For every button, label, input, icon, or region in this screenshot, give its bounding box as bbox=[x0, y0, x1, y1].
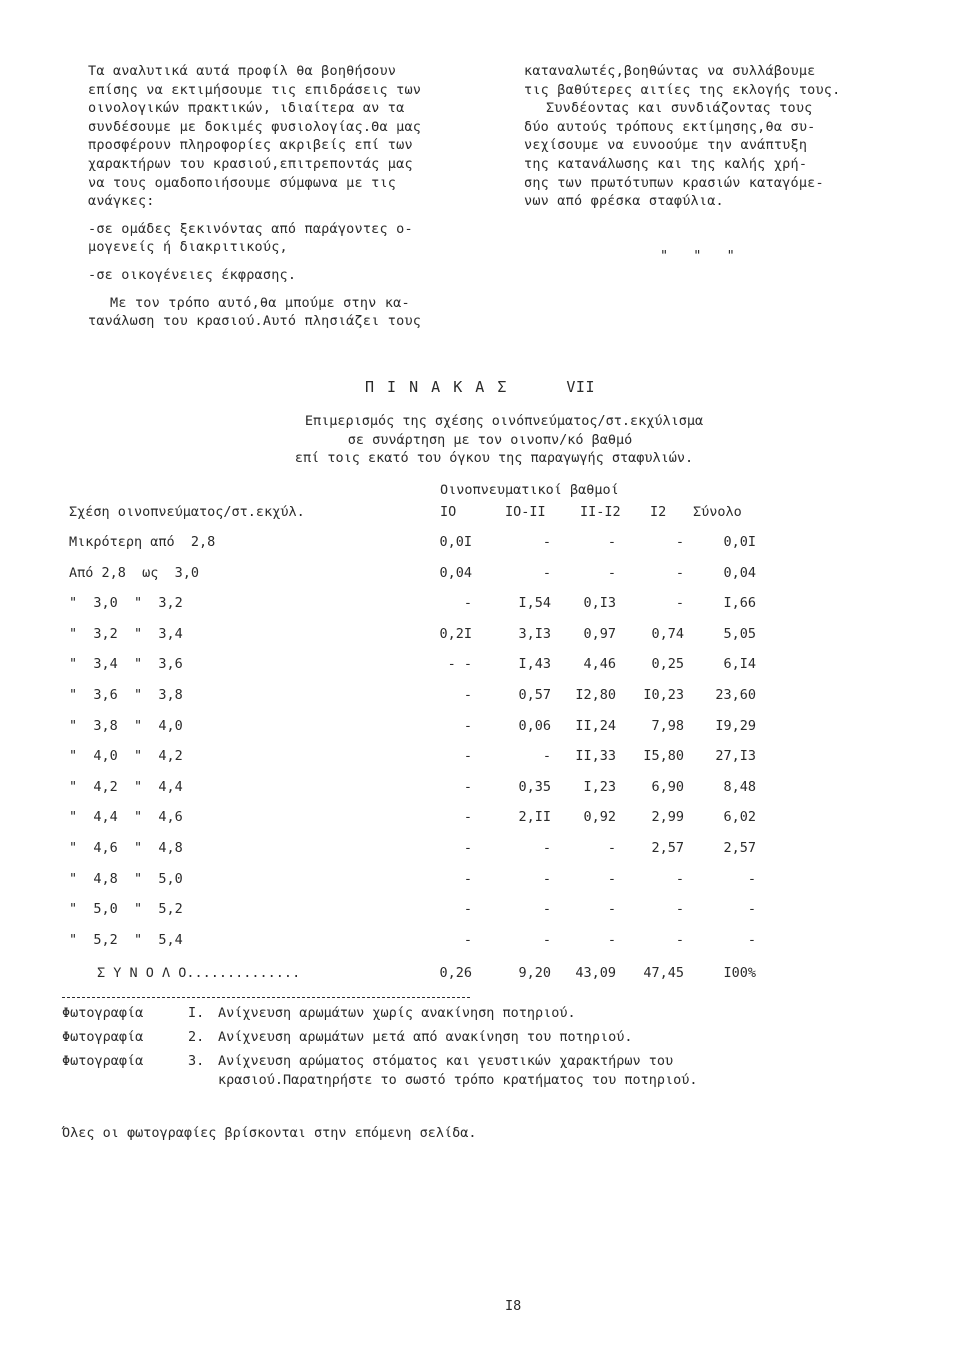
text-line: ανάγκες: bbox=[88, 193, 155, 210]
text-line: -σε οικογένειες έκφρασης. bbox=[88, 266, 297, 283]
table-cell: 0,I3 bbox=[583, 595, 616, 612]
row-label: " 5,0 " 5,2 bbox=[69, 901, 183, 918]
text-line: της κατανάλωσης και της καλής χρή- bbox=[524, 155, 808, 172]
table-cell: I,43 bbox=[518, 656, 551, 673]
table-cell: II,24 bbox=[575, 717, 616, 734]
table-cell: 2,57 bbox=[651, 840, 684, 856]
table-cell: 0,74 bbox=[651, 625, 684, 642]
photo-description: Ανίχνευση αρώματος στόματος και γευστικών χαρακτήρων του bbox=[218, 1053, 674, 1069]
row-label: " 4,8 " 5,0 bbox=[69, 870, 183, 887]
table-cell: - bbox=[747, 870, 756, 887]
text-line: προσφέρουν πληροφορίες ακριβείς επί των bbox=[88, 137, 413, 154]
text-line: -σε ομάδες ξεκινόντας από παράγοντες ο- bbox=[88, 220, 413, 237]
table-cell: - bbox=[675, 870, 684, 887]
row-label: " 3,2 " 3,4 bbox=[69, 625, 183, 642]
table-cell: 47,45 bbox=[643, 965, 684, 981]
table-cell: 0,04 bbox=[723, 564, 756, 581]
table-cell: 27,I3 bbox=[715, 748, 756, 765]
table-cell: - bbox=[747, 901, 756, 918]
row-label: " 4,2 " 4,4 bbox=[69, 778, 183, 795]
table-cell: - bbox=[542, 931, 551, 948]
table-cell: - bbox=[607, 931, 616, 948]
table-number: VII bbox=[566, 378, 595, 396]
text-line: μογενείς ή διακριτικούς, bbox=[88, 239, 288, 256]
table-cell: 0,26 bbox=[439, 965, 472, 981]
caption-line: επί τοις εκατό του όγκου της παραγωγής σταφυλιών. bbox=[294, 450, 694, 467]
column-header-2: IO-II bbox=[505, 504, 546, 520]
photo-number: I. bbox=[188, 1005, 205, 1021]
table-cell: 23,60 bbox=[715, 687, 756, 703]
photo-label: Φωτογραφία bbox=[62, 1005, 144, 1021]
table-cell: 2,57 bbox=[723, 840, 756, 856]
table-cell: - bbox=[607, 840, 616, 856]
row-label: " 4,4 " 4,6 bbox=[69, 809, 183, 826]
table-cell: 3,I3 bbox=[518, 625, 551, 642]
text-line: Τα αναλυτικά αυτά προφίλ θα βοηθήσουν bbox=[88, 63, 397, 79]
table-caption bbox=[0, 412, 960, 468]
table-cell: - bbox=[607, 534, 616, 550]
table-cell: I,54 bbox=[518, 595, 551, 612]
total-label: Σ Υ Ν Ο Λ Ο.............. bbox=[97, 965, 301, 981]
table-cell: I0,23 bbox=[643, 687, 684, 703]
text-line: επίσης να εκτιμήσουμε τις επιδράσεις των bbox=[88, 81, 422, 98]
photo-label: Φωτογραφία bbox=[62, 1029, 144, 1045]
table-cell: - bbox=[675, 595, 684, 612]
text-line: Συνδέοντας και συνδιάζοντας τους bbox=[546, 100, 813, 117]
photo-number: 3. bbox=[188, 1053, 205, 1069]
photo-description: Ανίχνευση αρωμάτων μετά από ανακίνηση του ποτηριού. bbox=[218, 1029, 633, 1045]
table-cell: I9,29 bbox=[715, 717, 756, 734]
table-cell: - - bbox=[447, 656, 472, 673]
table-cell: 2,II bbox=[518, 809, 551, 826]
table-cell: - bbox=[463, 778, 472, 795]
table-cell: - bbox=[463, 595, 472, 612]
text-line: δύο αυτούς τρόπους εκτίμησης,θα συ- bbox=[524, 118, 816, 135]
table-cell: 7,98 bbox=[651, 717, 684, 734]
table-cell: 0,04 bbox=[439, 564, 472, 581]
column-group-header: Οινοπνευματικοί βαθμοί bbox=[440, 482, 619, 498]
table-cell: - bbox=[542, 870, 551, 887]
column-header-4: I2 bbox=[650, 504, 667, 520]
table-cell: 4,46 bbox=[583, 656, 616, 673]
table-cell: 9,20 bbox=[518, 965, 551, 981]
table-cell: I2,80 bbox=[575, 687, 616, 703]
row-label: " 4,6 " 4,8 bbox=[69, 840, 183, 856]
table-title bbox=[0, 378, 960, 396]
table-cell: I,23 bbox=[583, 778, 616, 795]
text-line: τανάλωση του κρασιού.Αυτό πλησιάζει τους bbox=[88, 313, 422, 330]
text-line: συνδέσουμε με δοκιμές φυσιολογίας.Θα μας bbox=[88, 118, 422, 135]
table-cell: - bbox=[463, 870, 472, 887]
row-header: Σχέση οινοπνεύματος/στ.εκχύλ. bbox=[69, 504, 305, 520]
page-number: I8 bbox=[505, 1298, 522, 1314]
table-cell: - bbox=[463, 748, 472, 765]
table-cell: - bbox=[463, 687, 472, 703]
row-label: " 3,6 " 3,8 bbox=[69, 687, 183, 703]
table-cell: 0,35 bbox=[518, 778, 551, 795]
table-cell: - bbox=[463, 901, 472, 918]
table-cell: - bbox=[542, 901, 551, 918]
row-label: " 5,2 " 5,4 bbox=[69, 931, 183, 948]
column-header-1: IO bbox=[440, 504, 457, 520]
table-cell: 0,0I bbox=[439, 534, 472, 550]
footnote: Όλες οι φωτογραφίες βρίσκονται στην επόμενη σελίδα. bbox=[62, 1125, 477, 1141]
table-cell: - bbox=[675, 931, 684, 948]
table-cell: 6,90 bbox=[651, 778, 684, 795]
table-cell: - bbox=[675, 534, 684, 550]
table-cell: 0,92 bbox=[583, 809, 616, 826]
table-cell: 0,25 bbox=[651, 656, 684, 673]
ditto-mark: " " " bbox=[660, 247, 735, 264]
table-cell: - bbox=[463, 809, 472, 826]
caption-line: Επιμερισμός της σχέσης οινόπνεύματος/στ.εκχύλισμα bbox=[304, 413, 704, 429]
table-cell: - bbox=[542, 534, 551, 550]
table-cell: 0,0I bbox=[723, 534, 756, 550]
text-line: οινολογικών πρακτικών, ιδιαίτερα αν τα bbox=[88, 100, 405, 117]
table-title-text: Π Ι Ν Α Κ Α Σ bbox=[365, 378, 509, 396]
row-label: " 4,0 " 4,2 bbox=[69, 748, 183, 765]
photo-description-continued: κρασιού.Παρατηρήστε το σωστό τρόπο κρατήματος του ποτηριού. bbox=[218, 1072, 698, 1088]
right-text-column bbox=[524, 62, 840, 265]
table-cell: - bbox=[607, 564, 616, 581]
row-label: " 3,8 " 4,0 bbox=[69, 717, 183, 734]
table-cell: 6,02 bbox=[723, 809, 756, 826]
text-line: χαρακτήρων του κρασιού,επιτρεποντάς μας bbox=[88, 155, 413, 172]
table-cell: 5,05 bbox=[723, 625, 756, 642]
photo-description: Ανίχνευση αρωμάτων χωρίς ανακίνηση ποτηριού. bbox=[218, 1005, 576, 1021]
table-cell: 0,2I bbox=[439, 625, 472, 642]
table-divider bbox=[62, 997, 470, 998]
text-line: σης των πρωτότυπων κρασιών καταγόμε- bbox=[524, 174, 824, 191]
table-cell: - bbox=[463, 717, 472, 734]
table-cell: 0,57 bbox=[518, 687, 551, 703]
table-cell: I5,80 bbox=[643, 748, 684, 765]
row-label: " 3,4 " 3,6 bbox=[69, 656, 183, 673]
row-label: " 3,0 " 3,2 bbox=[69, 595, 183, 612]
table-cell: - bbox=[463, 931, 472, 948]
table-cell: 0,97 bbox=[583, 625, 616, 642]
text-line: καταναλωτές,βοηθώντας να συλλάβουμε bbox=[524, 63, 816, 79]
table-cell: - bbox=[542, 748, 551, 765]
table-cell: - bbox=[607, 901, 616, 918]
text-line: νεχίσουμε να ευνοούμε την ανάπτυξη bbox=[524, 137, 808, 154]
table-cell: I,66 bbox=[723, 595, 756, 612]
table-cell: 2,99 bbox=[651, 809, 684, 826]
table-cell: - bbox=[542, 564, 551, 581]
text-line: τις βαθύτερες αιτίες της εκλογής τους. bbox=[524, 81, 841, 98]
table-cell: II,33 bbox=[575, 748, 616, 765]
table-cell: - bbox=[542, 840, 551, 856]
table-cell: - bbox=[747, 931, 756, 948]
row-label: Από 2,8 ως 3,0 bbox=[69, 564, 200, 581]
table-cell: 43,09 bbox=[575, 965, 616, 981]
table-cell: - bbox=[607, 870, 616, 887]
table-cell: I00% bbox=[723, 965, 756, 981]
table-cell: - bbox=[463, 840, 472, 856]
table-cell: - bbox=[675, 901, 684, 918]
table-cell: 8,48 bbox=[723, 778, 756, 795]
text-line: νων από φρέσκα σταφύλια. bbox=[524, 193, 724, 210]
photo-label: Φωτογραφία bbox=[62, 1053, 144, 1069]
table-cell: 0,06 bbox=[518, 717, 551, 734]
left-text-column bbox=[88, 62, 421, 331]
row-label: Μικρότερη από 2,8 bbox=[69, 534, 216, 550]
table-cell: - bbox=[675, 564, 684, 581]
text-line: Με τον τρόπο αυτό,θα μπούμε στην κα- bbox=[110, 294, 410, 311]
table-cell: 6,I4 bbox=[723, 656, 756, 673]
photo-number: 2. bbox=[188, 1029, 205, 1045]
column-header-5: Σύνολο bbox=[693, 504, 742, 520]
text-line: να τους ομαδοποιήσουμε σύμφωνα με τις bbox=[88, 174, 397, 191]
column-header-3: II-I2 bbox=[580, 504, 621, 520]
caption-line: σε συνάρτηση με τον οινοπν/κό βαθμό bbox=[347, 431, 633, 448]
